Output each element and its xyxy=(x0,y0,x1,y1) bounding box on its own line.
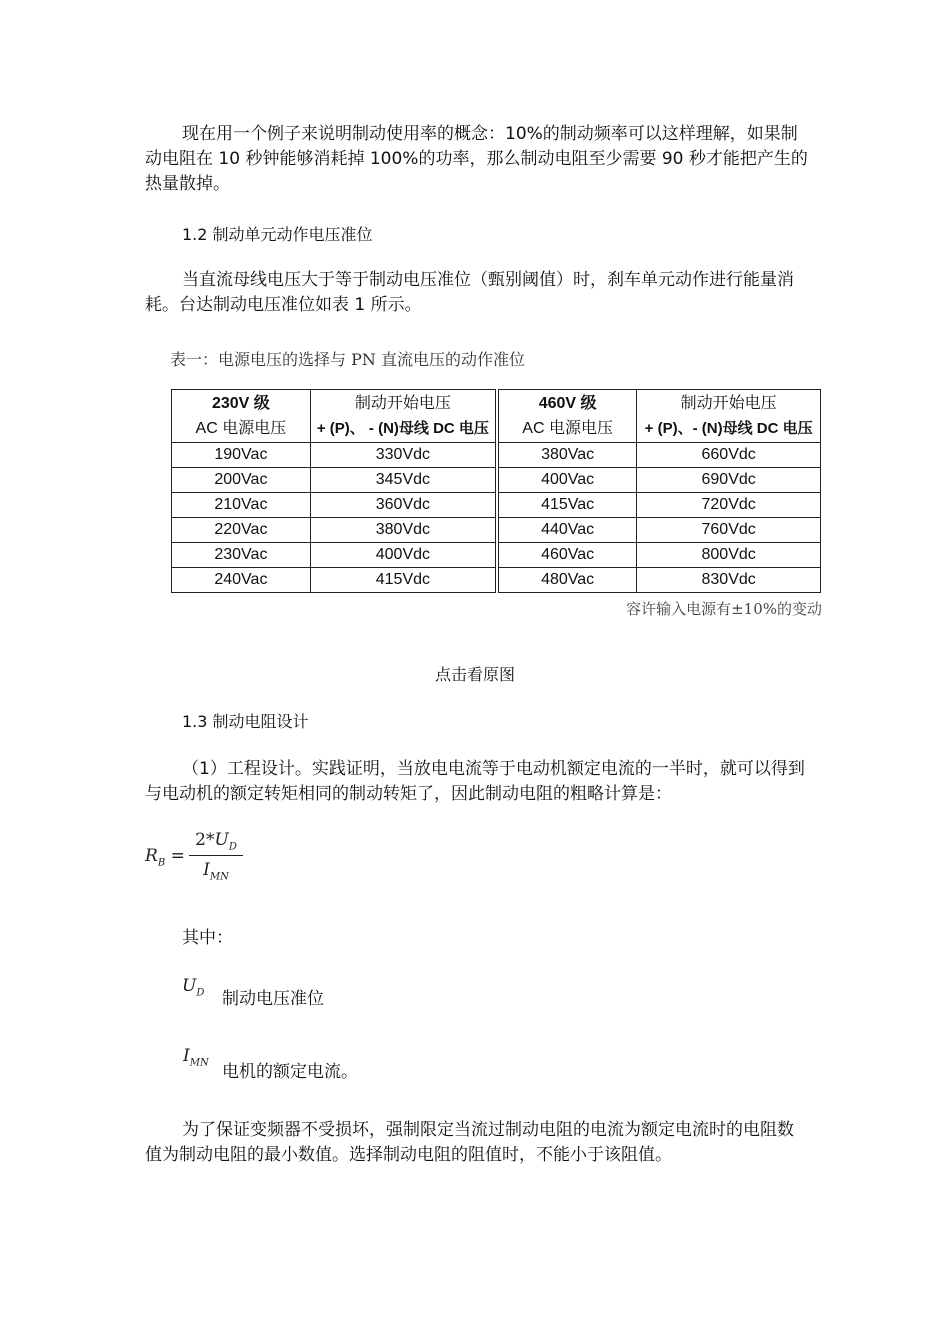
header-line1: 230V 级 xyxy=(211,395,270,412)
formula-lhs-symbol: R xyxy=(145,846,158,866)
header-line1: 制动开始电压 xyxy=(354,395,451,412)
table-cell: 360Vdc xyxy=(310,493,497,518)
section-heading-1-2: 1.2 制动单元动作电压准位 xyxy=(182,225,373,244)
ud-symbol-subscript: D xyxy=(196,987,205,999)
header-cell xyxy=(497,390,637,443)
table-cell: 200Vac xyxy=(172,468,311,493)
table-cell: 415Vdc xyxy=(310,568,497,593)
table-cell: 660Vdc xyxy=(637,443,821,468)
paragraph-minimum-resistance: 为了保证变频器不受损坏，强制限定当流过制动电阻的电流为额定电流时的电阻数值为制动电阻的最小数值。选择制动电阻的阻值时，不能小于该阻值。 xyxy=(145,1120,794,1165)
imn-symbol-subscript: MN xyxy=(189,1057,209,1069)
table-cell: 230Vac xyxy=(172,543,311,568)
table-footnote: 容许输入电源有±10%的变动 xyxy=(626,600,822,618)
table-header-row xyxy=(172,390,821,443)
header-line2: + (P)、 - (N)母线 DC 电压 xyxy=(316,420,489,437)
paragraph-voltage-level: 当直流母线电压大于等于制动电压准位（甄别阈值）时，刹车单元动作进行能量消耗。台达制动电压准位如表 1 所示。 xyxy=(145,270,794,315)
section-heading-1-3: 1.3 制动电阻设计 xyxy=(182,712,309,731)
header-line2: + (P)、- (N)母线 DC 电压 xyxy=(644,420,813,437)
table-row xyxy=(172,443,821,468)
header-cell xyxy=(172,390,311,443)
table-cell: 690Vdc xyxy=(637,468,821,493)
table-cell: 330Vdc xyxy=(310,443,497,468)
table-cell: 415Vac xyxy=(497,493,637,518)
formula-numerator xyxy=(189,828,243,852)
formula-num-symbol: U xyxy=(214,830,229,850)
table-cell: 240Vac xyxy=(172,568,311,593)
formula-denominator xyxy=(189,859,243,881)
table-cell: 380Vdc xyxy=(310,518,497,543)
fraction-bar xyxy=(189,855,243,856)
paragraph-where: 其中： xyxy=(182,928,233,948)
table-cell: 345Vdc xyxy=(310,468,497,493)
table-cell: 480Vac xyxy=(497,568,637,593)
imn-symbol xyxy=(183,1046,209,1068)
table-row xyxy=(172,518,821,543)
table-cell: 800Vdc xyxy=(637,543,821,568)
voltage-table xyxy=(171,389,821,593)
view-original-image-link[interactable]: 点击看原图 xyxy=(434,665,515,684)
table-cell: 460Vac xyxy=(497,543,637,568)
imn-symbol-letter: I xyxy=(183,1046,190,1066)
formula-den-subscript: MN xyxy=(209,871,229,883)
ud-symbol-letter: U xyxy=(182,976,197,996)
table-cell: 380Vac xyxy=(497,443,637,468)
header-cell xyxy=(310,390,497,443)
table-caption: 表一：电源电压的选择与 PN 直流电压的动作准位 xyxy=(170,350,525,369)
table-cell: 400Vdc xyxy=(310,543,497,568)
table-row xyxy=(172,468,821,493)
table-cell: 210Vac xyxy=(172,493,311,518)
header-line1: 制动开始电压 xyxy=(680,395,777,412)
ud-symbol xyxy=(182,976,204,998)
header-line2: AC 电源电压 xyxy=(522,420,613,437)
table-row xyxy=(172,543,821,568)
header-cell xyxy=(637,390,821,443)
formula-den-symbol: I xyxy=(203,860,210,880)
ud-description: 制动电压准位 xyxy=(222,989,324,1009)
table-cell: 190Vac xyxy=(172,443,311,468)
table-cell: 760Vdc xyxy=(637,518,821,543)
imn-description: 电机的额定电流。 xyxy=(222,1062,358,1082)
formula-lhs-subscript: B xyxy=(157,857,166,869)
paragraph-engineering-design: （1）工程设计。实践证明，当放电电流等于电动机额定电流的一半时，就可以得到与电动机的额定转矩相同的制动转矩了，因此制动电阻的粗略计算是： xyxy=(145,759,805,804)
formula-fraction xyxy=(189,828,243,881)
formula-lhs xyxy=(145,846,185,868)
table-cell: 220Vac xyxy=(172,518,311,543)
table-cell: 440Vac xyxy=(497,518,637,543)
formula-equals: = xyxy=(170,846,185,866)
header-line1: 460V 级 xyxy=(538,395,597,412)
table-cell: 720Vdc xyxy=(637,493,821,518)
header-line2: AC 电源电压 xyxy=(195,420,287,437)
paragraph-braking-usage-example: 现在用一个例子来说明制动使用率的概念：10%的制动频率可以这样理解，如果制动电阻在 10 秒钟能够消耗掉 100%的功率，那么制动电阻至少需要 90 秒才能把产生的热量散掉。 xyxy=(145,124,808,194)
table-row xyxy=(172,568,821,593)
table-cell: 400Vac xyxy=(497,468,637,493)
table-cell: 830Vdc xyxy=(637,568,821,593)
formula-num-subscript: D xyxy=(228,841,237,853)
table-row xyxy=(172,493,821,518)
formula-num-prefix: 2* xyxy=(195,830,215,850)
